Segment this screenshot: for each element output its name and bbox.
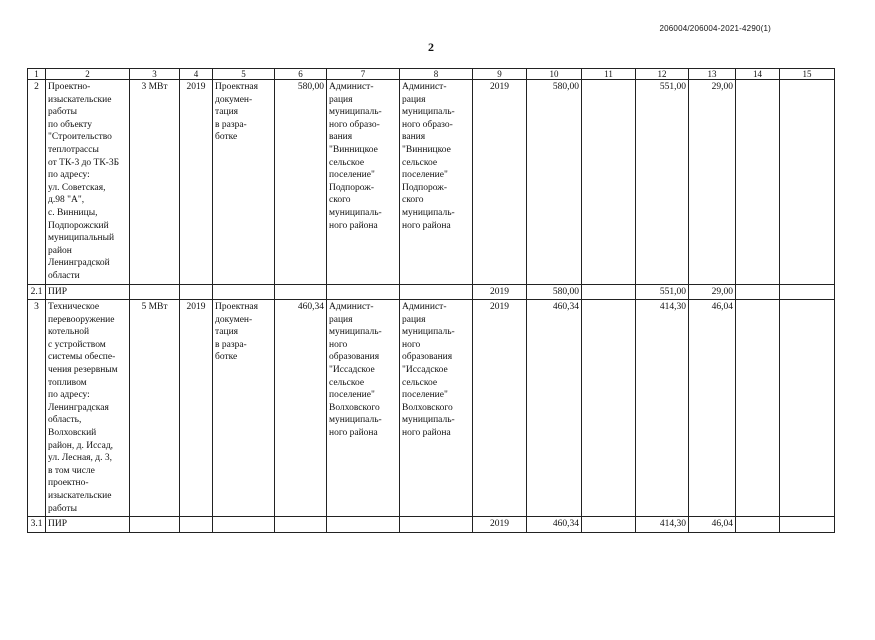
column-11-value bbox=[582, 517, 636, 533]
document-id: 206004/206004-2021-4290(1) bbox=[659, 24, 771, 33]
column-number: 12 bbox=[636, 69, 689, 80]
table-row bbox=[28, 517, 835, 533]
capacity bbox=[130, 284, 180, 300]
column-13-value: 46,04 bbox=[689, 300, 736, 517]
project-status: Проектная докумен- тация в разра- ботке bbox=[213, 300, 275, 517]
column-12-value: 414,30 bbox=[636, 517, 689, 533]
customer bbox=[327, 517, 400, 533]
financing-year: 2019 bbox=[473, 300, 527, 517]
column-number: 9 bbox=[473, 69, 527, 80]
column-13-value: 29,00 bbox=[689, 80, 736, 285]
executor: Админист- рация муниципаль- ного образования "Иссадское сельское поселение" Волховского муниципаль- ного района bbox=[400, 300, 473, 517]
column-number: 11 bbox=[582, 69, 636, 80]
total-cost: 460,34 bbox=[275, 300, 327, 517]
project-status: Проектная докумен- тация в разра- ботке bbox=[213, 80, 275, 285]
total-cost bbox=[275, 517, 327, 533]
column-13-value: 29,00 bbox=[689, 284, 736, 300]
capacity bbox=[130, 517, 180, 533]
column-15-value bbox=[780, 284, 835, 300]
column-11-value bbox=[582, 284, 636, 300]
row-index: 3.1 bbox=[28, 517, 46, 533]
column-14-value bbox=[736, 300, 780, 517]
column-15-value bbox=[780, 80, 835, 285]
column-number: 14 bbox=[736, 69, 780, 80]
column-12-value: 551,00 bbox=[636, 284, 689, 300]
column-15-value bbox=[780, 300, 835, 517]
column-number: 3 bbox=[130, 69, 180, 80]
column-13-value: 46,04 bbox=[689, 517, 736, 533]
year bbox=[180, 284, 213, 300]
column-number: 10 bbox=[527, 69, 582, 80]
financing-amount: 460,34 bbox=[527, 517, 582, 533]
executor bbox=[400, 284, 473, 300]
table-row bbox=[28, 284, 835, 300]
executor: Админист- рация муниципаль- ного образо- вания "Винницкое сельское поселение" Подпорож- ского муниципаль- ного района bbox=[400, 80, 473, 285]
financing-year: 2019 bbox=[473, 517, 527, 533]
column-number: 2 bbox=[46, 69, 130, 80]
column-12-value: 551,00 bbox=[636, 80, 689, 285]
column-11-value bbox=[582, 300, 636, 517]
column-number: 6 bbox=[275, 69, 327, 80]
row-index: 2.1 bbox=[28, 284, 46, 300]
column-14-value bbox=[736, 517, 780, 533]
project-status bbox=[213, 284, 275, 300]
total-cost bbox=[275, 284, 327, 300]
object-name: Проектно- изыскательские работы по объекту "Строительство теплотрассы от ТК-3 до ТК-3Б по адресу: ул. Советская, д.98 "А", с. Винницы, Подпорожский муниципальный район Ленинградской области bbox=[46, 80, 130, 285]
financing-amount: 460,34 bbox=[527, 300, 582, 517]
year: 2019 bbox=[180, 300, 213, 517]
financing-year: 2019 bbox=[473, 284, 527, 300]
capacity: 3 МВт bbox=[130, 80, 180, 285]
table-row bbox=[28, 300, 835, 517]
object-name: ПИР bbox=[46, 517, 130, 533]
financing-amount: 580,00 bbox=[527, 80, 582, 285]
column-number: 15 bbox=[780, 69, 835, 80]
project-status bbox=[213, 517, 275, 533]
column-12-value: 414,30 bbox=[636, 300, 689, 517]
row-index: 3 bbox=[28, 300, 46, 517]
capacity: 5 МВт bbox=[130, 300, 180, 517]
customer bbox=[327, 284, 400, 300]
column-number: 7 bbox=[327, 69, 400, 80]
object-name: ПИР bbox=[46, 284, 130, 300]
column-number: 13 bbox=[689, 69, 736, 80]
table-row bbox=[28, 80, 835, 285]
column-15-value bbox=[780, 517, 835, 533]
customer: Админист- рация муниципаль- ного образования "Иссадское сельское поселение" Волховского муниципаль- ного района bbox=[327, 300, 400, 517]
column-14-value bbox=[736, 284, 780, 300]
object-name: Техническое перевооружение котельной с устройством системы обеспе- чения резервным топливом по адресу: Ленинградская область, Волховский район, д. Иссад, ул. Лесная, д. 3, в том числе проектно- изыскательские работы bbox=[46, 300, 130, 517]
column-14-value bbox=[736, 80, 780, 285]
year: 2019 bbox=[180, 80, 213, 285]
executor bbox=[400, 517, 473, 533]
customer: Админист- рация муниципаль- ного образо- вания "Винницкое сельское поселение" Подпорож- ского муниципаль- ного района bbox=[327, 80, 400, 285]
page-number: 2 bbox=[428, 40, 434, 54]
column-number: 1 bbox=[28, 69, 46, 80]
column-number-row bbox=[28, 69, 835, 80]
financing-year: 2019 bbox=[473, 80, 527, 285]
year bbox=[180, 517, 213, 533]
column-number: 5 bbox=[213, 69, 275, 80]
column-number: 8 bbox=[400, 69, 473, 80]
total-cost: 580,00 bbox=[275, 80, 327, 285]
data-table bbox=[27, 68, 835, 533]
column-number: 4 bbox=[180, 69, 213, 80]
financing-amount: 580,00 bbox=[527, 284, 582, 300]
row-index: 2 bbox=[28, 80, 46, 285]
column-11-value bbox=[582, 80, 636, 285]
